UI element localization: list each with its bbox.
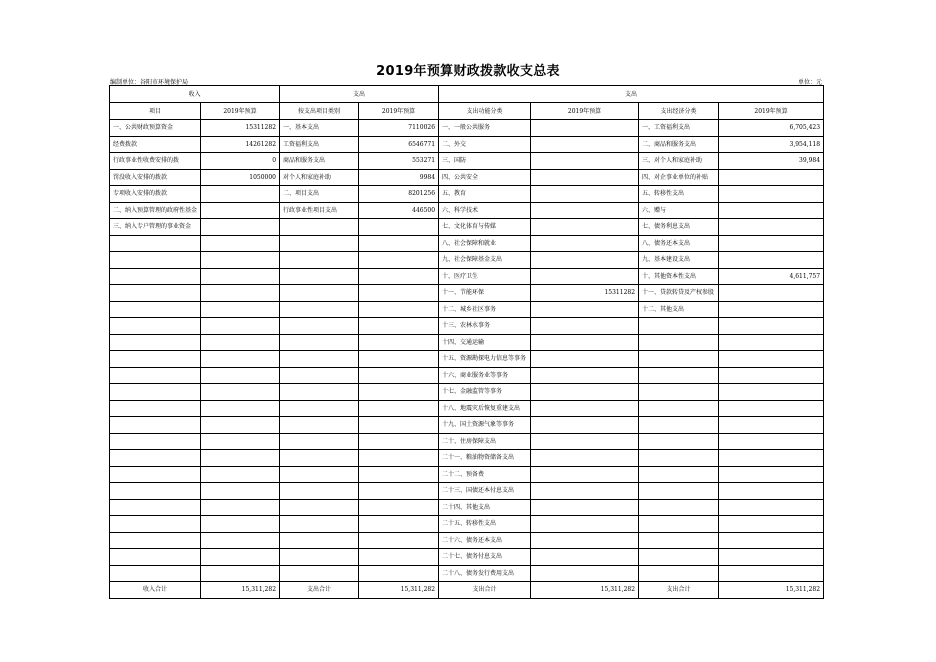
table-cell: 0 <box>201 153 280 170</box>
table-cell <box>719 516 824 533</box>
table-cell <box>110 268 201 285</box>
table-cell <box>531 384 639 401</box>
totals-row <box>110 582 824 599</box>
table-cell <box>359 301 439 318</box>
table-cell <box>719 252 824 269</box>
table-cell <box>639 549 719 566</box>
table-cell <box>359 268 439 285</box>
table-cell <box>531 483 639 500</box>
table-cell <box>110 334 201 351</box>
table-cell <box>201 351 280 368</box>
table-cell <box>280 235 359 252</box>
total-value: 15,311,282 <box>201 582 280 599</box>
table-cell: 15311282 <box>201 120 280 137</box>
table-cell: 六、科学技术 <box>439 202 531 219</box>
header-expense-2: 支出 <box>439 86 824 103</box>
table-row <box>110 450 824 467</box>
table-cell: 八、社会保障和就业 <box>439 235 531 252</box>
unit-label: 单位：元 <box>797 79 822 86</box>
table-cell <box>280 285 359 302</box>
table-cell <box>639 384 719 401</box>
table-cell <box>639 483 719 500</box>
table-cell <box>639 499 719 516</box>
table-cell <box>531 565 639 582</box>
table-cell: 一、一般公共服务 <box>439 120 531 137</box>
table-cell <box>359 483 439 500</box>
table-cell: 14261282 <box>201 136 280 153</box>
table-cell: 四、对企事业单位的补贴 <box>639 169 719 186</box>
table-cell: 七、文化体育与传媒 <box>439 219 531 236</box>
table-cell <box>201 285 280 302</box>
table-cell: 一、基本支出 <box>280 120 359 137</box>
table-cell: 二十、住房保障支出 <box>439 433 531 450</box>
table-row <box>110 417 824 434</box>
table-cell <box>639 516 719 533</box>
total-value: 15,311,282 <box>531 582 639 599</box>
table-cell <box>110 235 201 252</box>
table-cell <box>110 384 201 401</box>
table-cell <box>280 301 359 318</box>
table-row <box>110 565 824 582</box>
table-cell: 专项收入安排的拨款 <box>110 186 201 203</box>
table-cell: 二十三、国债还本付息支出 <box>439 483 531 500</box>
table-cell <box>639 400 719 417</box>
table-cell <box>201 499 280 516</box>
table-cell <box>280 268 359 285</box>
table-cell <box>110 532 201 549</box>
table-cell <box>359 351 439 368</box>
table-cell <box>359 252 439 269</box>
table-cell <box>531 136 639 153</box>
table-cell: 行政事业性收费安排的拨 <box>110 153 201 170</box>
budget-table <box>109 85 824 599</box>
table-row <box>110 384 824 401</box>
table-cell <box>531 219 639 236</box>
table-row <box>110 120 824 137</box>
table-row <box>110 318 824 335</box>
table-cell: 二十四、其他支出 <box>439 499 531 516</box>
table-row <box>110 499 824 516</box>
table-cell: 7110026 <box>359 120 439 137</box>
table-cell <box>280 367 359 384</box>
table-cell <box>531 549 639 566</box>
table-cell <box>359 334 439 351</box>
total-label: 收入合计 <box>110 582 201 599</box>
table-cell: 八、债务还本支出 <box>639 235 719 252</box>
header-row-1 <box>110 86 824 103</box>
table-cell <box>201 532 280 549</box>
table-cell <box>719 351 824 368</box>
table-row <box>110 549 824 566</box>
table-cell <box>110 351 201 368</box>
table-cell <box>531 301 639 318</box>
table-cell <box>359 384 439 401</box>
table-cell <box>531 516 639 533</box>
table-cell <box>201 450 280 467</box>
table-cell <box>531 532 639 549</box>
table-cell: 九、社会保障基金支出 <box>439 252 531 269</box>
table-row <box>110 252 824 269</box>
table-cell: 6546771 <box>359 136 439 153</box>
table-cell <box>110 466 201 483</box>
total-value: 15,311,282 <box>359 582 439 599</box>
table-cell <box>280 483 359 500</box>
table-cell <box>110 252 201 269</box>
table-cell: 二十七、债务付息支出 <box>439 549 531 566</box>
table-cell: 十九、国土资源气象等事务 <box>439 417 531 434</box>
table-cell <box>201 186 280 203</box>
table-cell <box>280 433 359 450</box>
table-cell <box>280 549 359 566</box>
table-cell <box>531 367 639 384</box>
table-cell: 罚没收入安排的拨款 <box>110 169 201 186</box>
total-label: 支出合计 <box>280 582 359 599</box>
table-cell <box>280 532 359 549</box>
table-cell <box>201 466 280 483</box>
table-cell: 15311282 <box>531 285 639 302</box>
table-cell <box>280 466 359 483</box>
table-cell <box>639 433 719 450</box>
col-header: 2019年预算 <box>201 103 280 120</box>
table-row <box>110 136 824 153</box>
table-cell <box>280 384 359 401</box>
table-cell: 二、商品和服务支出 <box>639 136 719 153</box>
table-cell <box>639 565 719 582</box>
table-row <box>110 433 824 450</box>
table-cell <box>639 351 719 368</box>
table-cell <box>719 483 824 500</box>
table-row <box>110 169 824 186</box>
table-row <box>110 285 824 302</box>
table-cell <box>110 433 201 450</box>
table-cell <box>280 318 359 335</box>
table-row <box>110 153 824 170</box>
table-cell <box>201 334 280 351</box>
table-cell <box>531 318 639 335</box>
table-cell <box>531 120 639 137</box>
table-cell <box>719 219 824 236</box>
table-cell <box>719 202 824 219</box>
table-cell <box>719 318 824 335</box>
header-row-2 <box>110 103 824 120</box>
table-row <box>110 301 824 318</box>
table-cell <box>719 417 824 434</box>
table-cell <box>110 367 201 384</box>
table-cell <box>639 450 719 467</box>
table-cell <box>201 301 280 318</box>
table-row <box>110 202 824 219</box>
table-cell <box>359 532 439 549</box>
table-cell <box>359 516 439 533</box>
table-cell <box>110 417 201 434</box>
table-cell <box>719 499 824 516</box>
table-cell <box>201 384 280 401</box>
table-row <box>110 400 824 417</box>
table-cell: 十一、节能环保 <box>439 285 531 302</box>
total-label: 支出合计 <box>439 582 531 599</box>
table-cell: 十、其他资本性支出 <box>639 268 719 285</box>
table-cell: 十、医疗卫生 <box>439 268 531 285</box>
total-label: 支出合计 <box>639 582 719 599</box>
table-cell <box>110 318 201 335</box>
table-cell: 十五、资源勘探电力信息等事务 <box>439 351 531 368</box>
table-cell <box>531 334 639 351</box>
table-cell <box>201 318 280 335</box>
table-cell: 一、工资福利支出 <box>639 120 719 137</box>
col-header: 按支出项目类别 <box>280 103 359 120</box>
table-cell <box>719 384 824 401</box>
table-row <box>110 466 824 483</box>
table-cell <box>719 549 824 566</box>
table-cell: 3,954,118 <box>719 136 824 153</box>
header-expense-1: 支出 <box>280 86 439 103</box>
table-cell <box>639 334 719 351</box>
table-cell <box>201 268 280 285</box>
table-cell <box>719 169 824 186</box>
table-cell: 39,984 <box>719 153 824 170</box>
table-cell <box>639 466 719 483</box>
table-cell <box>531 351 639 368</box>
table-cell <box>531 153 639 170</box>
col-header: 2019年预算 <box>359 103 439 120</box>
table-cell: 二十六、债务还本支出 <box>439 532 531 549</box>
table-cell <box>280 351 359 368</box>
table-cell <box>280 334 359 351</box>
table-cell <box>110 450 201 467</box>
table-cell: 8201256 <box>359 186 439 203</box>
table-cell <box>201 252 280 269</box>
table-cell <box>531 235 639 252</box>
table-cell <box>531 499 639 516</box>
table-cell: 四、公共安全 <box>439 169 531 186</box>
table-row <box>110 367 824 384</box>
table-cell: 9984 <box>359 169 439 186</box>
table-cell: 三、国防 <box>439 153 531 170</box>
table-cell <box>201 565 280 582</box>
table-cell <box>280 450 359 467</box>
table-row <box>110 516 824 533</box>
table-cell <box>531 268 639 285</box>
table-cell <box>359 219 439 236</box>
table-cell <box>531 417 639 434</box>
table-cell <box>719 186 824 203</box>
table-cell <box>201 202 280 219</box>
table-cell: 二十五、转移性支出 <box>439 516 531 533</box>
table-cell: 工资福利支出 <box>280 136 359 153</box>
table-cell: 五、教育 <box>439 186 531 203</box>
table-cell <box>531 202 639 219</box>
table-cell: 对个人和家庭补助 <box>280 169 359 186</box>
table-cell <box>280 417 359 434</box>
table-cell <box>531 450 639 467</box>
table-cell <box>639 417 719 434</box>
table-cell: 三、纳入专户管理的事业资金 <box>110 219 201 236</box>
table-cell: 十四、交通运输 <box>439 334 531 351</box>
table-cell: 十七、金融监管等事务 <box>439 384 531 401</box>
table-cell <box>531 433 639 450</box>
table-cell: 二十一、粮油物资储备支出 <box>439 450 531 467</box>
table-cell <box>359 499 439 516</box>
table-cell: 二十二、预备费 <box>439 466 531 483</box>
table-cell <box>719 285 824 302</box>
table-cell: 十三、农林水事务 <box>439 318 531 335</box>
table-cell <box>110 301 201 318</box>
col-header: 2019年预算 <box>531 103 639 120</box>
table-cell <box>359 450 439 467</box>
table-cell: 九、基本建设支出 <box>639 252 719 269</box>
table-cell: 1050000 <box>201 169 280 186</box>
table-cell <box>201 219 280 236</box>
table-cell <box>531 252 639 269</box>
table-cell <box>359 466 439 483</box>
table-cell <box>201 549 280 566</box>
table-cell <box>719 450 824 467</box>
table-cell <box>280 565 359 582</box>
table-cell: 十一、贷款转贷及产权参股 <box>639 285 719 302</box>
table-cell: 七、债务利息支出 <box>639 219 719 236</box>
table-cell <box>639 532 719 549</box>
table-cell: 二、外交 <box>439 136 531 153</box>
table-cell <box>359 235 439 252</box>
table-cell: 十二、其他支出 <box>639 301 719 318</box>
table-cell <box>280 219 359 236</box>
table-cell: 五、转移性支出 <box>639 186 719 203</box>
table-cell: 三、对个人和家庭补助 <box>639 153 719 170</box>
table-cell <box>110 516 201 533</box>
table-cell <box>719 532 824 549</box>
table-cell <box>201 483 280 500</box>
table-row <box>110 235 824 252</box>
table-row <box>110 186 824 203</box>
table-cell <box>201 417 280 434</box>
table-cell <box>110 285 201 302</box>
table-cell: 十六、商业服务业等事务 <box>439 367 531 384</box>
table-cell: 二十八、债务发行费用支出 <box>439 565 531 582</box>
table-cell <box>531 466 639 483</box>
table-cell: 446500 <box>359 202 439 219</box>
table-row <box>110 351 824 368</box>
table-cell: 6,705,423 <box>719 120 824 137</box>
table-cell <box>110 483 201 500</box>
table-cell <box>719 565 824 582</box>
table-cell <box>201 367 280 384</box>
table-cell: 十八、地震灾后恢复重建支出 <box>439 400 531 417</box>
table-cell: 4,611,757 <box>719 268 824 285</box>
table-cell <box>639 367 719 384</box>
table-row <box>110 219 824 236</box>
table-cell <box>719 301 824 318</box>
col-header: 项目 <box>110 103 201 120</box>
table-cell: 553271 <box>359 153 439 170</box>
table-cell <box>719 367 824 384</box>
table-cell <box>110 400 201 417</box>
table-cell <box>359 400 439 417</box>
table-cell <box>719 466 824 483</box>
table-cell <box>110 549 201 566</box>
table-cell: 行政事业性项目支出 <box>280 202 359 219</box>
table-cell <box>280 252 359 269</box>
table-cell <box>110 499 201 516</box>
page-title: 2019年预算财政拨款收支总表 <box>376 64 560 79</box>
table-cell: 十二、城乡社区事务 <box>439 301 531 318</box>
table-cell <box>719 235 824 252</box>
table-cell <box>719 433 824 450</box>
table-row <box>110 268 824 285</box>
table-cell <box>359 565 439 582</box>
table-row <box>110 532 824 549</box>
table-cell <box>719 400 824 417</box>
table-row <box>110 334 824 351</box>
table-cell <box>201 516 280 533</box>
col-header: 支出经济分类 <box>639 103 719 120</box>
table-cell <box>359 549 439 566</box>
table-cell <box>280 516 359 533</box>
table-cell <box>359 433 439 450</box>
table-cell <box>359 417 439 434</box>
table-cell <box>531 169 639 186</box>
col-header: 支出功能分类 <box>439 103 531 120</box>
table-row <box>110 483 824 500</box>
org-label: 编制单位：谷阳市环境保护局 <box>110 79 189 86</box>
table-cell <box>201 400 280 417</box>
table-cell <box>359 285 439 302</box>
table-cell <box>639 318 719 335</box>
col-header: 2019年预算 <box>719 103 824 120</box>
table-cell <box>359 367 439 384</box>
table-cell <box>719 334 824 351</box>
table-cell <box>359 318 439 335</box>
table-cell: 经费拨款 <box>110 136 201 153</box>
table-cell <box>201 235 280 252</box>
table-cell: 商品和服务支出 <box>280 153 359 170</box>
table-cell <box>280 400 359 417</box>
table-cell: 二、项目支出 <box>280 186 359 203</box>
header-income: 收入 <box>110 86 280 103</box>
table-cell: 二、纳入预算管理的政府性基金 <box>110 202 201 219</box>
table-cell: 一、公共财政预算资金 <box>110 120 201 137</box>
total-value: 15,311,282 <box>719 582 824 599</box>
table-cell <box>531 400 639 417</box>
table-cell <box>280 499 359 516</box>
table-cell <box>201 433 280 450</box>
table-cell: 六、赠与 <box>639 202 719 219</box>
table-cell <box>110 565 201 582</box>
table-cell <box>531 186 639 203</box>
